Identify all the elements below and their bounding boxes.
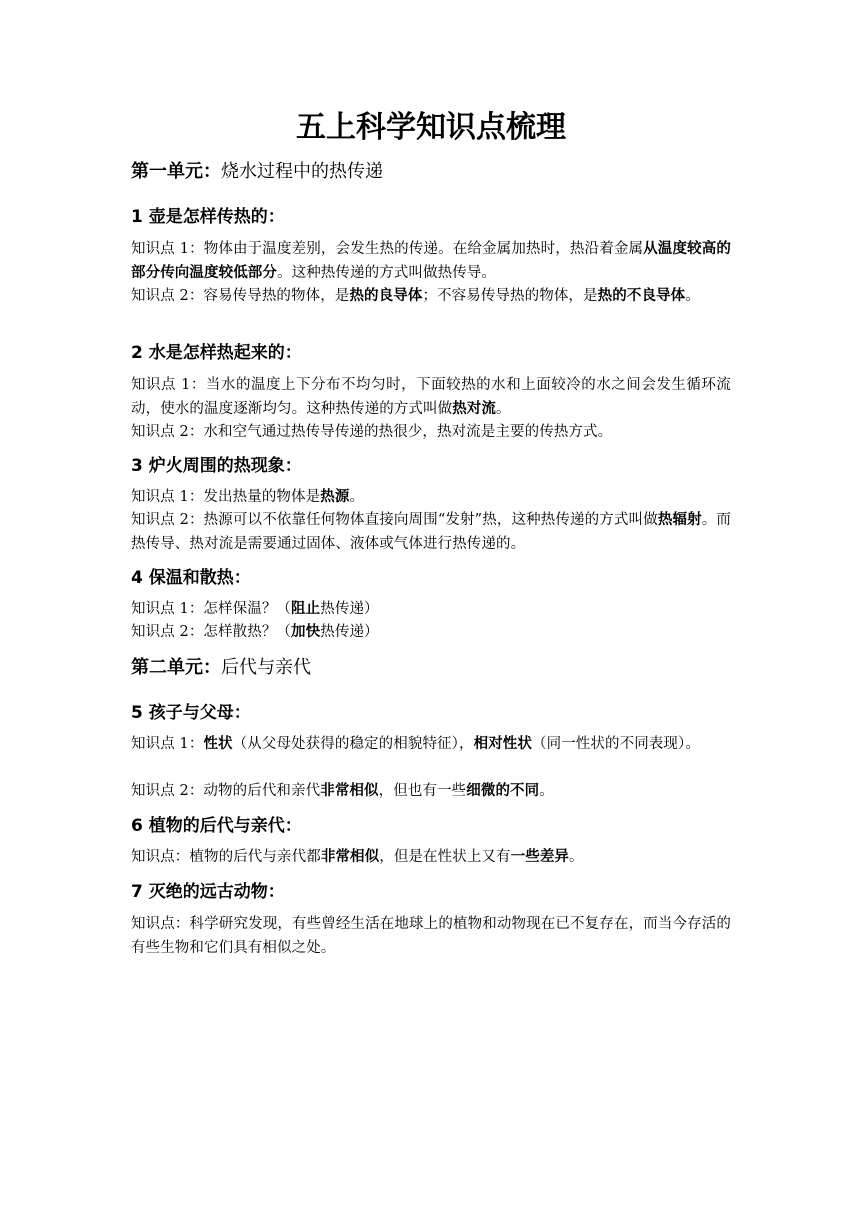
knowledge-point <box>131 846 731 870</box>
text-run: 知识点 2：怎样散热？（ <box>131 624 292 640</box>
unit-name: 烧水过程中的热传递 <box>221 161 383 182</box>
text-run: 知识点 2：热源可以不依靠任何物体直接向周围“发射”热，这种热传递的方式叫做 <box>131 512 658 528</box>
section-heading: 4 保温和散热： <box>131 568 251 588</box>
unit-heading <box>131 159 383 185</box>
unit-heading <box>131 655 311 681</box>
knowledge-point <box>131 733 731 757</box>
text-run: 知识点：植物的后代与亲代都 <box>131 849 321 865</box>
unit-name: 后代与亲代 <box>221 657 311 678</box>
section-heading: 7 灭绝的远古动物： <box>131 882 285 902</box>
knowledge-point <box>131 913 731 960</box>
text-run: ，但也有一些 <box>378 783 467 799</box>
text-run: 。 <box>349 489 365 505</box>
key-term: 性状 <box>203 736 233 752</box>
text-run: 知识点 2：容易传导热的物体，是 <box>131 288 350 304</box>
knowledge-point <box>131 509 731 556</box>
section-heading: 5 孩子与父母： <box>131 703 251 723</box>
text-run: 知识点 1：当水的温度上下分布不均匀时，下面较热的水和上面较冷的水之间会发生循环流动，使水的温度逐渐均匀。这种热传递的方式叫做 <box>131 377 731 417</box>
text-run: 热传递） <box>320 624 379 640</box>
text-run: （从父母处获得的稳定的相貌特征）， <box>232 736 474 752</box>
text-run: ，但是在性状上又有 <box>379 849 511 865</box>
text-run: 知识点 2：水和空气通过热传导传递的热很少，热对流是主要的传热方式。 <box>131 424 613 440</box>
text-run: 。 <box>496 400 511 417</box>
key-term: 非常相似 <box>320 783 379 799</box>
knowledge-point <box>131 780 731 804</box>
text-run: 。 <box>685 288 700 304</box>
text-run: 知识点 1： <box>131 736 204 752</box>
text-run: 知识点 1：怎样保温？（ <box>131 601 292 617</box>
knowledge-point <box>131 238 731 285</box>
text-run: 。而热传导、热对流是需要通过固体、液体或气体进行热传递的。 <box>131 512 731 552</box>
text-run: 。这种热传递的方式叫做热传导。 <box>277 264 496 281</box>
knowledge-point <box>131 285 731 309</box>
key-term: 热的不良导体 <box>597 288 686 304</box>
text-run: 热传递） <box>320 601 379 617</box>
text-run: 知识点 1：物体由于温度差别，会发生热的传递。在给金属加热时，热沿着金属 <box>131 241 644 257</box>
knowledge-point <box>131 486 731 510</box>
text-run: ；不容易传导热的物体，是 <box>422 288 598 304</box>
key-term: 相对性状 <box>473 736 532 752</box>
knowledge-point <box>131 421 731 445</box>
key-term: 热辐射 <box>657 512 702 528</box>
text-run: （同一性状的不同表现）。 <box>532 736 700 752</box>
text-run: 知识点 2：动物的后代和亲代 <box>131 783 321 799</box>
key-term: 热的良导体 <box>349 288 423 304</box>
knowledge-point <box>131 374 731 421</box>
page-title: 五上科学知识点梳理 <box>296 110 566 145</box>
text-run: 知识点：科学研究发现，有些曾经生活在地球上的植物和动物现在已不复存在，而当今存活的有些生物和它们具有相似之处。 <box>131 916 731 956</box>
knowledge-point <box>131 621 731 645</box>
section-heading: 1 壶是怎样传热的： <box>131 207 285 227</box>
key-term: 一些差异 <box>510 849 570 865</box>
knowledge-point <box>131 598 731 622</box>
unit-label: 第一单元： <box>131 161 221 182</box>
section-heading: 2 水是怎样热起来的： <box>131 343 302 363</box>
section-heading: 3 炉火周围的热现象： <box>131 456 302 476</box>
key-term: 非常相似 <box>320 849 380 865</box>
key-term: 阻止 <box>291 601 321 617</box>
text-run: 。 <box>539 783 554 799</box>
section-heading: 6 植物的后代与亲代： <box>131 816 302 836</box>
unit-label: 第二单元： <box>131 657 221 678</box>
key-term: 加快 <box>291 624 321 640</box>
key-term: 热对流 <box>452 400 497 417</box>
key-term: 从温度较高的部分传向温度较低部分 <box>131 241 731 281</box>
key-term: 细微的不同 <box>466 783 540 799</box>
text-run: 。 <box>569 849 584 865</box>
key-term: 热源 <box>320 489 350 505</box>
text-run: 知识点 1：发出热量的物体是 <box>131 489 321 505</box>
